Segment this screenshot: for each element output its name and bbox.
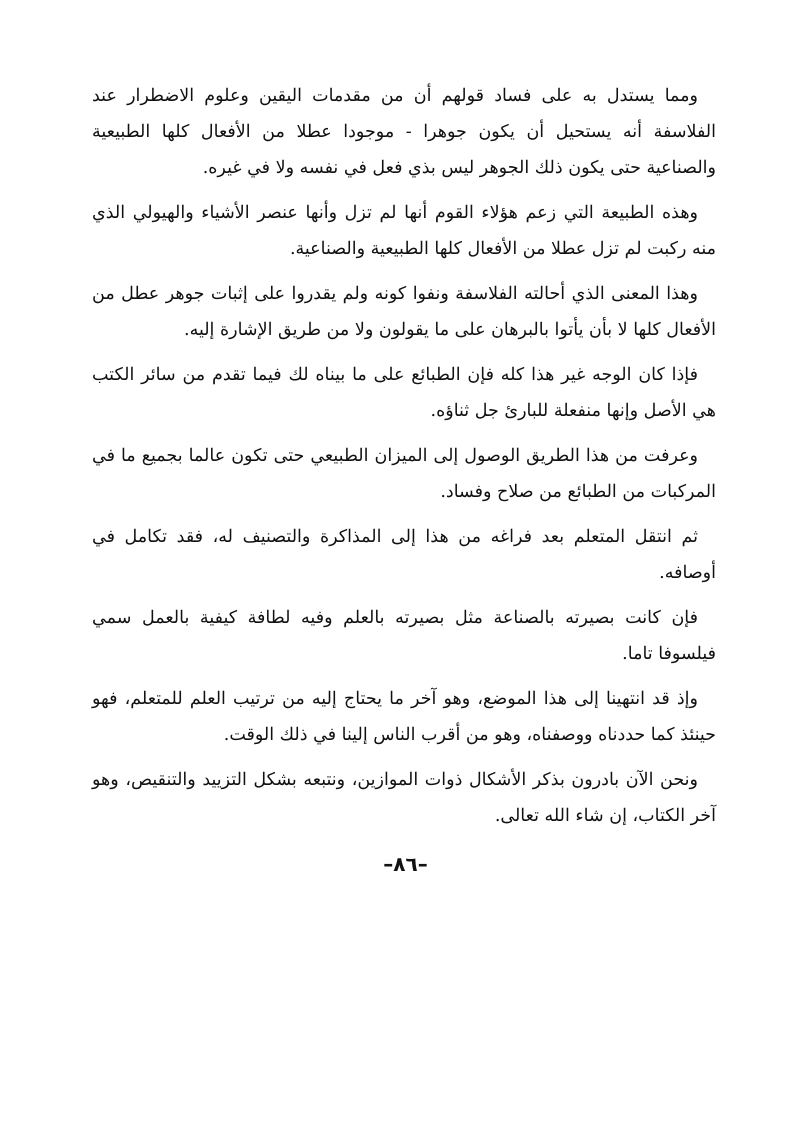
paragraph: ونحن الآن بادرون بذكر الأشكال ذوات الموازين، ونتبعه بشكل التزييد والتنقيص، وهو آخر الكتاب، إن شاء الله تعالى. [92,770,716,826]
paragraph: ومما يستدل به على فساد قولهم أن من مقدمات اليقين وعلوم الاضطرار عند الفلاسفة أنه يستحيل أن يكون جوهرا - موجودا عطلا من الأفعال كلها الطبيعية والصناعية حتى يكون ذلك الجوهر ليس بذي فعل في نفسه ولا في غيره. [92,86,716,178]
body-text [92,78,716,843]
paragraph: فإذا كان الوجه غير هذا كله فإن الطبائع على ما بيناه لك فيما تقدم من سائر الكتب هي الأصل وإنها منفعلة للبارئ جل ثناؤه. [92,365,716,421]
paragraph: وإذ قد انتهينا إلى هذا الموضع، وهو آخر ما يحتاج إليه من ترتيب العلم للمتعلم، فهو حينئذ كما حددناه ووصفناه، وهو من أقرب الناس إلينا في ذلك الوقت. [92,689,716,745]
paragraph: فإن كانت بصيرته بالصناعة مثل بصيرته بالعلم وفيه لطافة كيفية بالعمل سمي فيلسوفا تاما. [92,608,716,664]
page-number: –٨٦– [383,852,428,876]
paragraph: ثم انتقل المتعلم بعد فراغه من هذا إلى المذاكرة والتصنيف له، فقد تكامل في أوصافه. [92,527,716,583]
paragraph: وهذه الطبيعة التي زعم هؤلاء القوم أنها لم تزل وأنها عنصر الأشياء والهيولي الذي منه ركبت لم تزل عطلا من الأفعال كلها الطبيعية والصناعية. [92,203,716,259]
paragraph: وعرفت من هذا الطريق الوصول إلى الميزان الطبيعي حتى تكون عالما بجميع ما في المركبات من الطبائع من صلاح وفساد. [92,446,716,502]
paragraph: وهذا المعنى الذي أحالته الفلاسفة ونفوا كونه ولم يقدروا على إثبات جوهر عطل من الأفعال كلها لا بأن يأتوا بالبرهان على ما يقولون ولا من طريق الإشارة إليه. [92,284,716,340]
